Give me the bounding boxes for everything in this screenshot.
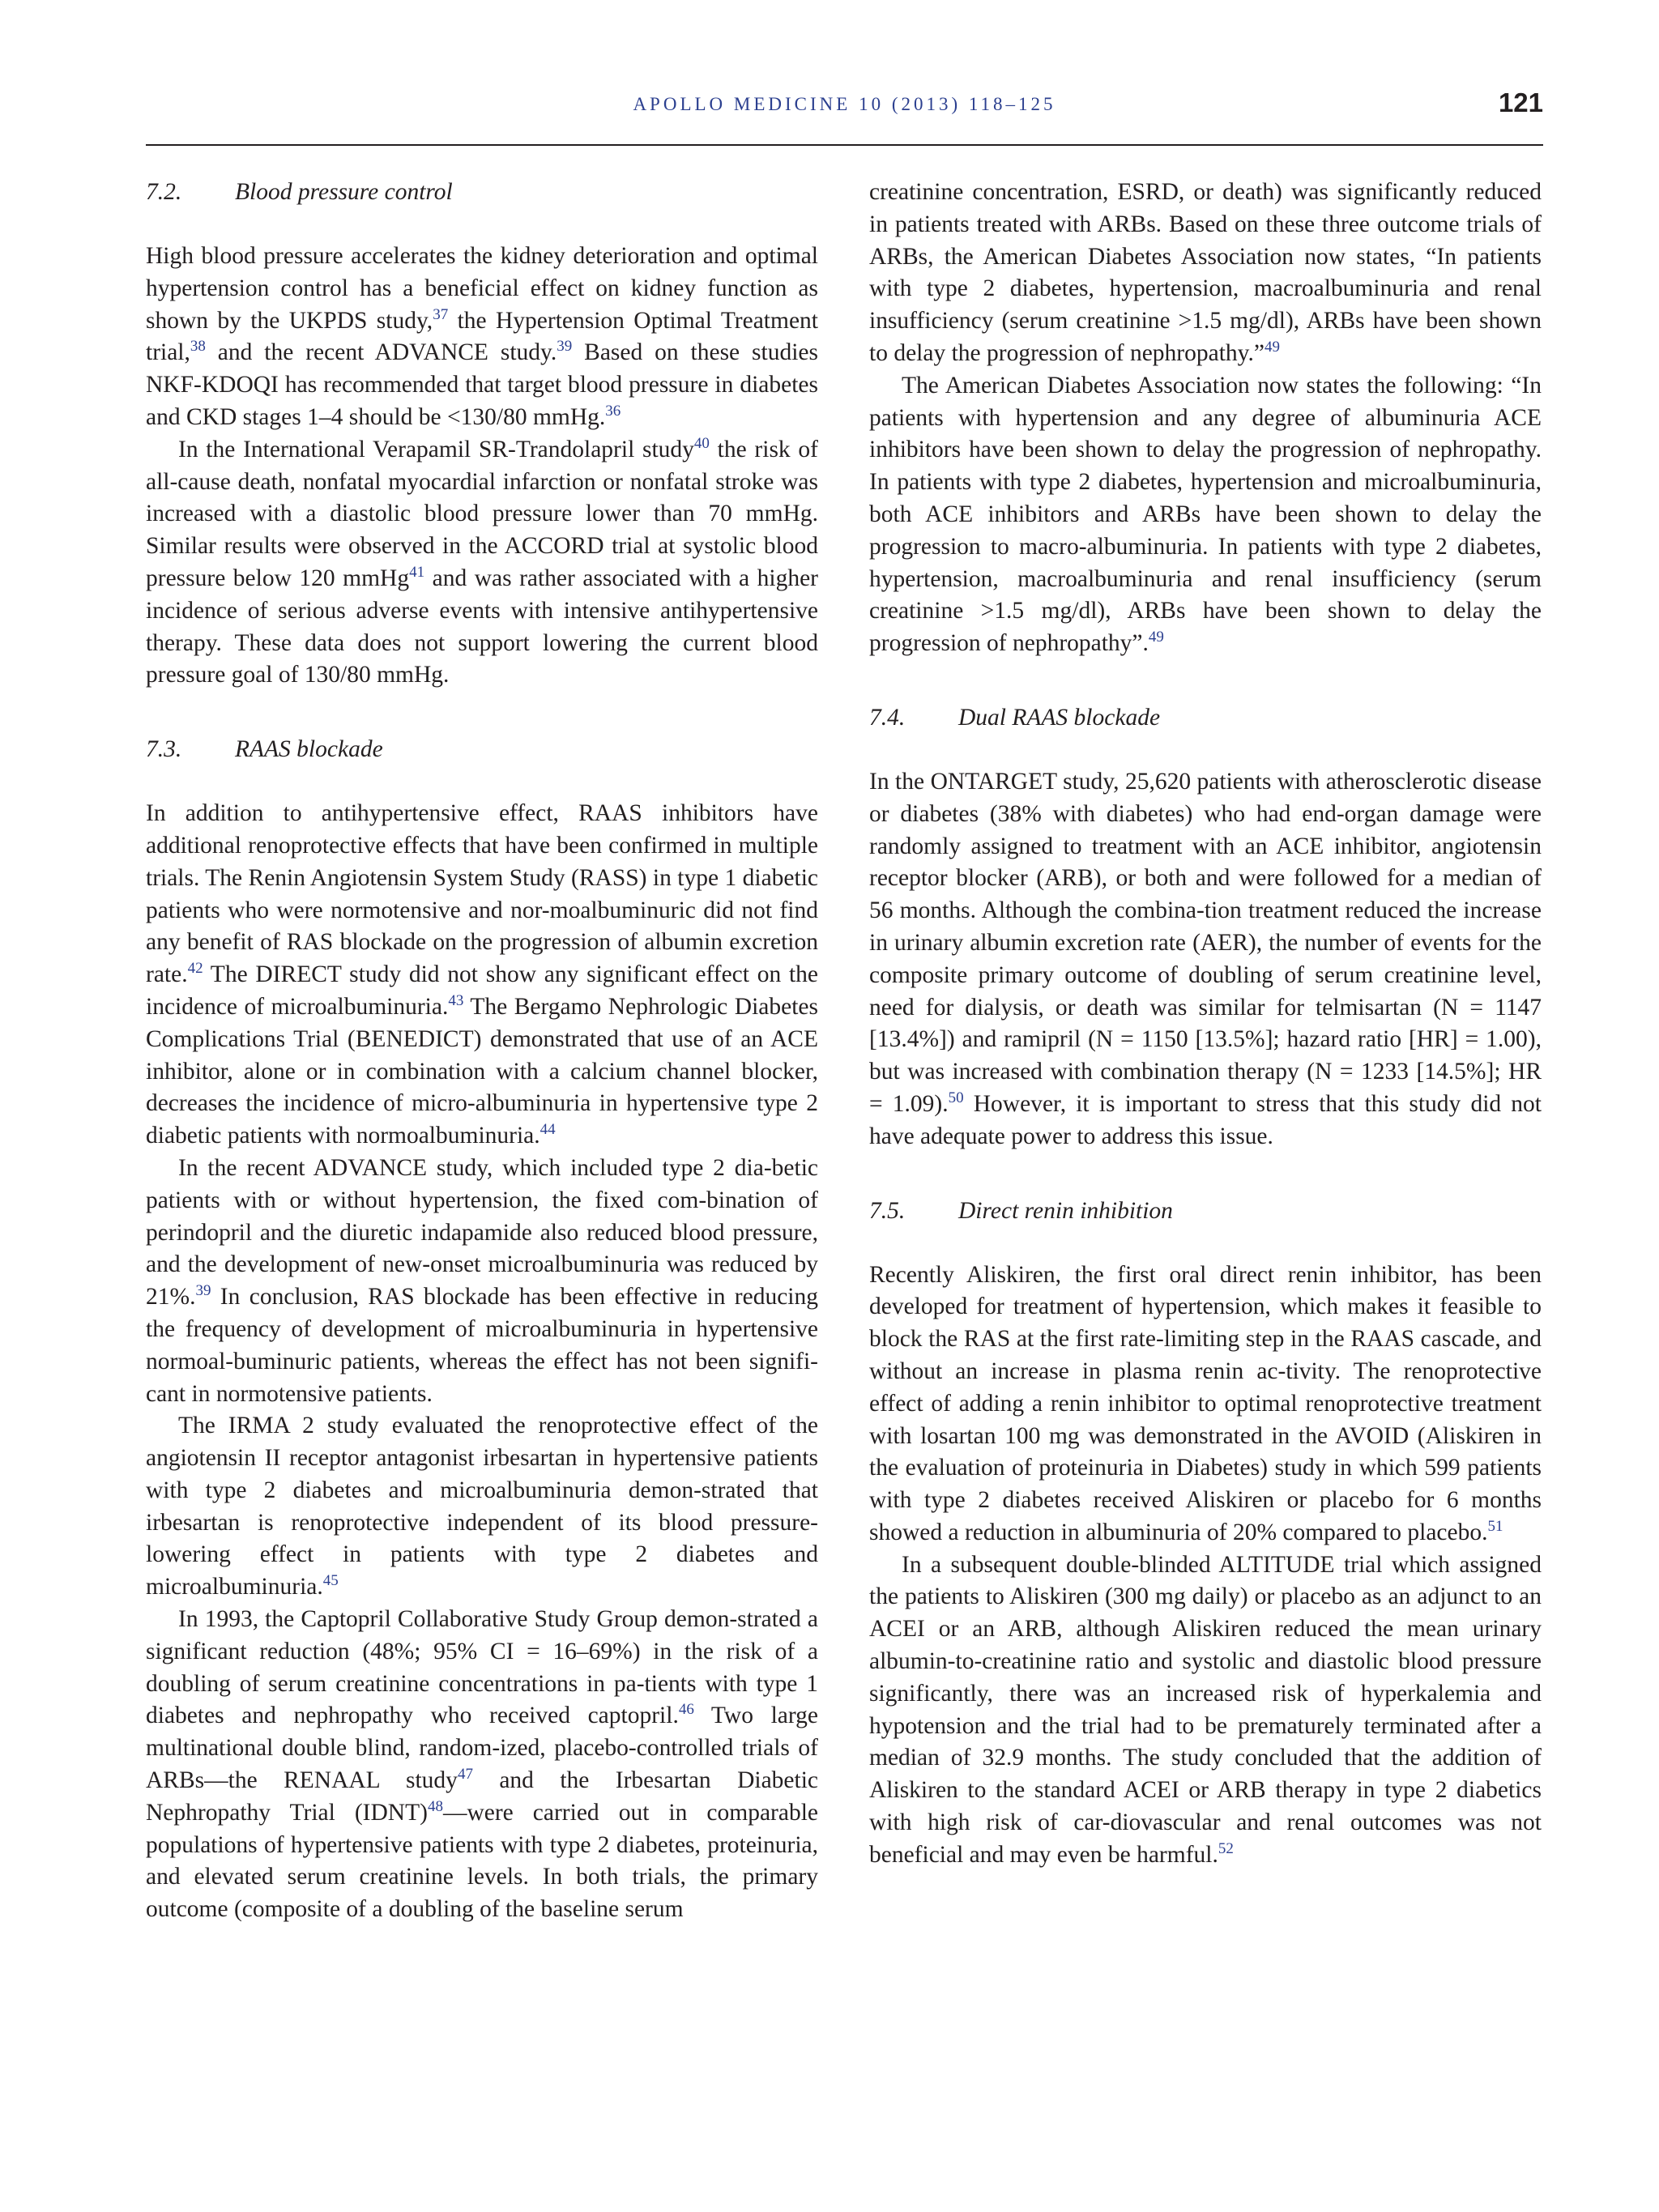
section-heading-7-4 [869,702,1542,735]
section-number: 7.3. [146,736,182,763]
journal-citation: APOLLO MEDICINE 10 (2013) 118–125 [633,94,1056,114]
paragraph [146,1604,818,1926]
reference-citation[interactable]: 43 [448,992,464,1010]
reference-citation[interactable]: 42 [187,960,203,978]
reference-citation[interactable]: 49 [1264,339,1280,356]
paragraph-text: In conclusion, RAS blockade has been effective in reducing the frequency of development of microalbuminuria in hypertensive normoal-buminuric patients, whereas the effect has not been signifi-cant in normotensive patients. [146,1284,818,1407]
paragraph [146,1410,818,1604]
section-heading-7-2 [146,177,818,209]
paragraph-text: In 1993, the Captopril Collaborative Study Group demon-strated a significant reduction (48%; 95% CI = 16–69%) in the risk of a doubling of serum creatinine concentrations in pa-tients with type 1 diabetes and nephropathy who received captopril. [146,1606,818,1729]
section-title: Direct renin inhibition [958,1197,1173,1224]
reference-citation[interactable]: 39 [195,1282,211,1300]
paragraph-text: and was rather associated with a higher incidence of serious adverse events with intensive antihypertensive therapy. These data does not support lowering the current blood pressure goal of 130/80 mmHg. [146,565,818,688]
reference-citation[interactable]: 51 [1487,1518,1503,1536]
reference-citation[interactable]: 52 [1218,1840,1234,1858]
paragraph-text: High blood pressure accelerates the kidney deterioration and optimal hypertension control has a beneficial effect on kidney function as shown by the UKPDS study, [146,243,818,334]
running-head [146,87,1543,146]
reference-citation[interactable]: 47 [457,1766,473,1784]
paragraph-text: creatinine concentration, ESRD, or death) was significantly reduced in patients treated with ARBs. Based on these three outcome trials of ARBs, the American Diabetes Association now states, “In patients with type 2 diabetes, hypertension, macroalbuminuria and renal insufficiency (serum creatinine >1.5 mg/dl), ARBs have been shown to delay the progression of nephropathy.” [869,179,1542,366]
paragraph [869,766,1542,1153]
paragraph [869,1259,1542,1549]
paragraph-text: and the recent ADVANCE study. [205,339,557,366]
section-title: Blood pressure control [235,179,453,205]
section-number: 7.5. [869,1197,906,1224]
paragraph-text: In the ONTARGET study, 25,620 patients with atherosclerotic disease or diabetes (38% with diabetes) who had end-organ damage were randomly assigned to treatment with an ACE inhibitor, angiotensin receptor blocker (ARB), or both and were followed for a median of 56 months. Although the combina-tion treatment reduced the increase in urinary albumin excretion rate (AER), the number of events for the composite primary outcome of doubling of serum creatinine level, need for dialysis, or death was similar for telmisartan (N = 1147 [13.4%]) and ramipril (N = 1150 [13.5%]; hazard ratio [HR] = 1.00), but was increased with combination therapy (N = 1233 [14.5%]; HR = 1.09). [869,768,1542,1117]
reference-citation[interactable]: 50 [948,1089,964,1107]
reference-citation[interactable]: 41 [409,564,425,582]
reference-citation[interactable]: 39 [557,338,573,356]
paragraph [869,1549,1542,1872]
paragraph [146,434,818,692]
paragraph [869,370,1542,660]
paragraph-text: The American Diabetes Association now states the following: “In patients with hypertension and any degree of albuminuria ACE inhibitors have been shown to delay the progression of nephropathy. In patients with type 2 diabetes, hypertension and microalbuminuria, both ACE inhibitors and ARBs have been shown to delay the progression to macro-albuminuria. In patients with type 2 diabetes, hypertension, macroalbuminuria and renal insufficiency (serum creatinine >1.5 mg/dl), ARBs have been shown to delay the progression of nephropathy”. [869,372,1542,657]
paragraph-text: The Bergamo Nephrologic Diabetes Complications Trial (BENEDICT) demonstrated that use of an ACE inhibitor, alone or in combination with a calcium channel blocker, decreases the incidence of micro-albuminuria in hypertensive type 2 diabetic patients with normoalbuminuria. [146,993,818,1149]
section-number: 7.4. [869,704,906,731]
paragraph-text: Two large multinational double blind, random-ized, placebo-controlled trials of ARBs—the RENAAL study [146,1703,819,1794]
paragraph-text: In the International Verapamil SR-Trandolapril study [178,436,694,462]
right-column [869,177,1542,1872]
paragraph-text: and the Irbesartan Diabetic Nephropathy Trial (IDNT) [146,1767,819,1826]
reference-citation[interactable]: 36 [605,403,621,420]
paragraph-text: In the recent ADVANCE study, which included type 2 dia-betic patients with or without hypertension, the fixed com-bination of perindopril and the diuretic indapamide also reduced blood pressure, and the development of new-onset microalbuminuria was reduced by 21%. [146,1154,818,1311]
reference-citation[interactable]: 48 [427,1798,443,1816]
paragraph [146,1153,818,1410]
section-title: Dual RAAS blockade [958,704,1161,731]
paragraph [146,798,818,1153]
section-number: 7.2. [146,179,182,205]
page-number: 121 [1498,87,1543,117]
reference-citation[interactable]: 45 [322,1572,339,1590]
paragraph-text: —were carried out in comparable populations of hypertensive patients with type 2 diabetes, proteinuria, and elevated serum creatinine levels. In both trials, the primary outcome (composite of a doubling of the baseline serum [146,1799,818,1923]
paragraph-text: Recently Aliskiren, the first oral direct renin inhibitor, has been developed for treatment of hypertension, which makes it feasible to block the RAS at the first rate-limiting step in the RAAS cascade, and without an increase in plasma renin ac-tivity. The renoprotective effect of adding a renin inhibitor to optimal renoprotective treatment with losartan 100 mg was demonstrated in the AVOID (Aliskiren in the evaluation of proteinuria in Diabetes) study in which 599 patients with type 2 diabetes received Aliskiren or placebo for 6 months showed a reduction in albuminuria of 20% compared to placebo. [869,1261,1542,1545]
reference-citation[interactable]: 40 [693,434,710,452]
reference-citation[interactable]: 49 [1148,629,1164,646]
section-heading-7-5 [869,1196,1542,1228]
paragraph [146,241,818,434]
paragraph-text: the Hypertension Optimal Treatment trial, [146,307,818,366]
reference-citation[interactable]: 37 [433,305,449,323]
left-column [146,177,818,1926]
paragraph-text: In a subsequent double-blinded ALTITUDE trial which assigned the patients to Aliskiren (300 mg daily) or placebo as an adjunct to an ACEI or an ARB, although Aliskiren reduced the mean urinary albumin-to-creatinine ratio and systolic and diastolic blood pressure significantly, there was an increased risk of hyperkalemia and hypotension and the trial had to be prematurely terminated after a median of 32.9 months. The study concluded that the addition of Aliskiren to the standard ACEI or ARB therapy in type 2 diabetics with high risk of car-diovascular and renal outcomes was not beneficial and may even be harmful. [869,1551,1542,1868]
reference-citation[interactable]: 46 [678,1701,694,1719]
paragraph-text: the risk of all-cause death, nonfatal myocardial infarction or nonfatal stroke was increased with a diastolic blood pressure lower than 70 mmHg. Similar results were observed in the ACCORD trial at systolic blood pressure below 120 mmHg [146,436,818,591]
paragraph-text: However, it is important to stress that this study did not have adequate power to address this issue. [869,1090,1542,1149]
reference-citation[interactable]: 38 [190,338,206,356]
paragraph-text: The DIRECT study did not show any significant effect on the incidence of microalbuminuria. [146,961,818,1020]
reference-citation[interactable]: 44 [539,1121,556,1139]
section-heading-7-3 [146,734,818,766]
paragraph-text: In addition to antihypertensive effect, RAAS inhibitors have additional renoprotective effects that have been confirmed in multiple trials. The Renin Angiotensin System Study (RASS) in type 1 diabetic patients who were normotensive and nor-moalbuminuric did not find any benefit of RAS blockade on the progression of albumin excretion rate. [146,800,818,988]
paragraph-text: Based on these studies NKF-KDOQI has recommended that target blood pressure in diabetes and CKD stages 1–4 should be <130/80 mmHg. [146,339,819,430]
paragraph [869,177,1542,370]
paragraph-text: The IRMA 2 study evaluated the renoprotective effect of the angiotensin II receptor antagonist irbesartan in hypertensive patients with type 2 diabetes and microalbuminuria demon-strated that irbesartan is renoprotective independent of its blood pressure-lowering effect in patients with type 2 diabetes and microalbuminuria. [146,1413,818,1600]
section-title: RAAS blockade [235,736,383,763]
